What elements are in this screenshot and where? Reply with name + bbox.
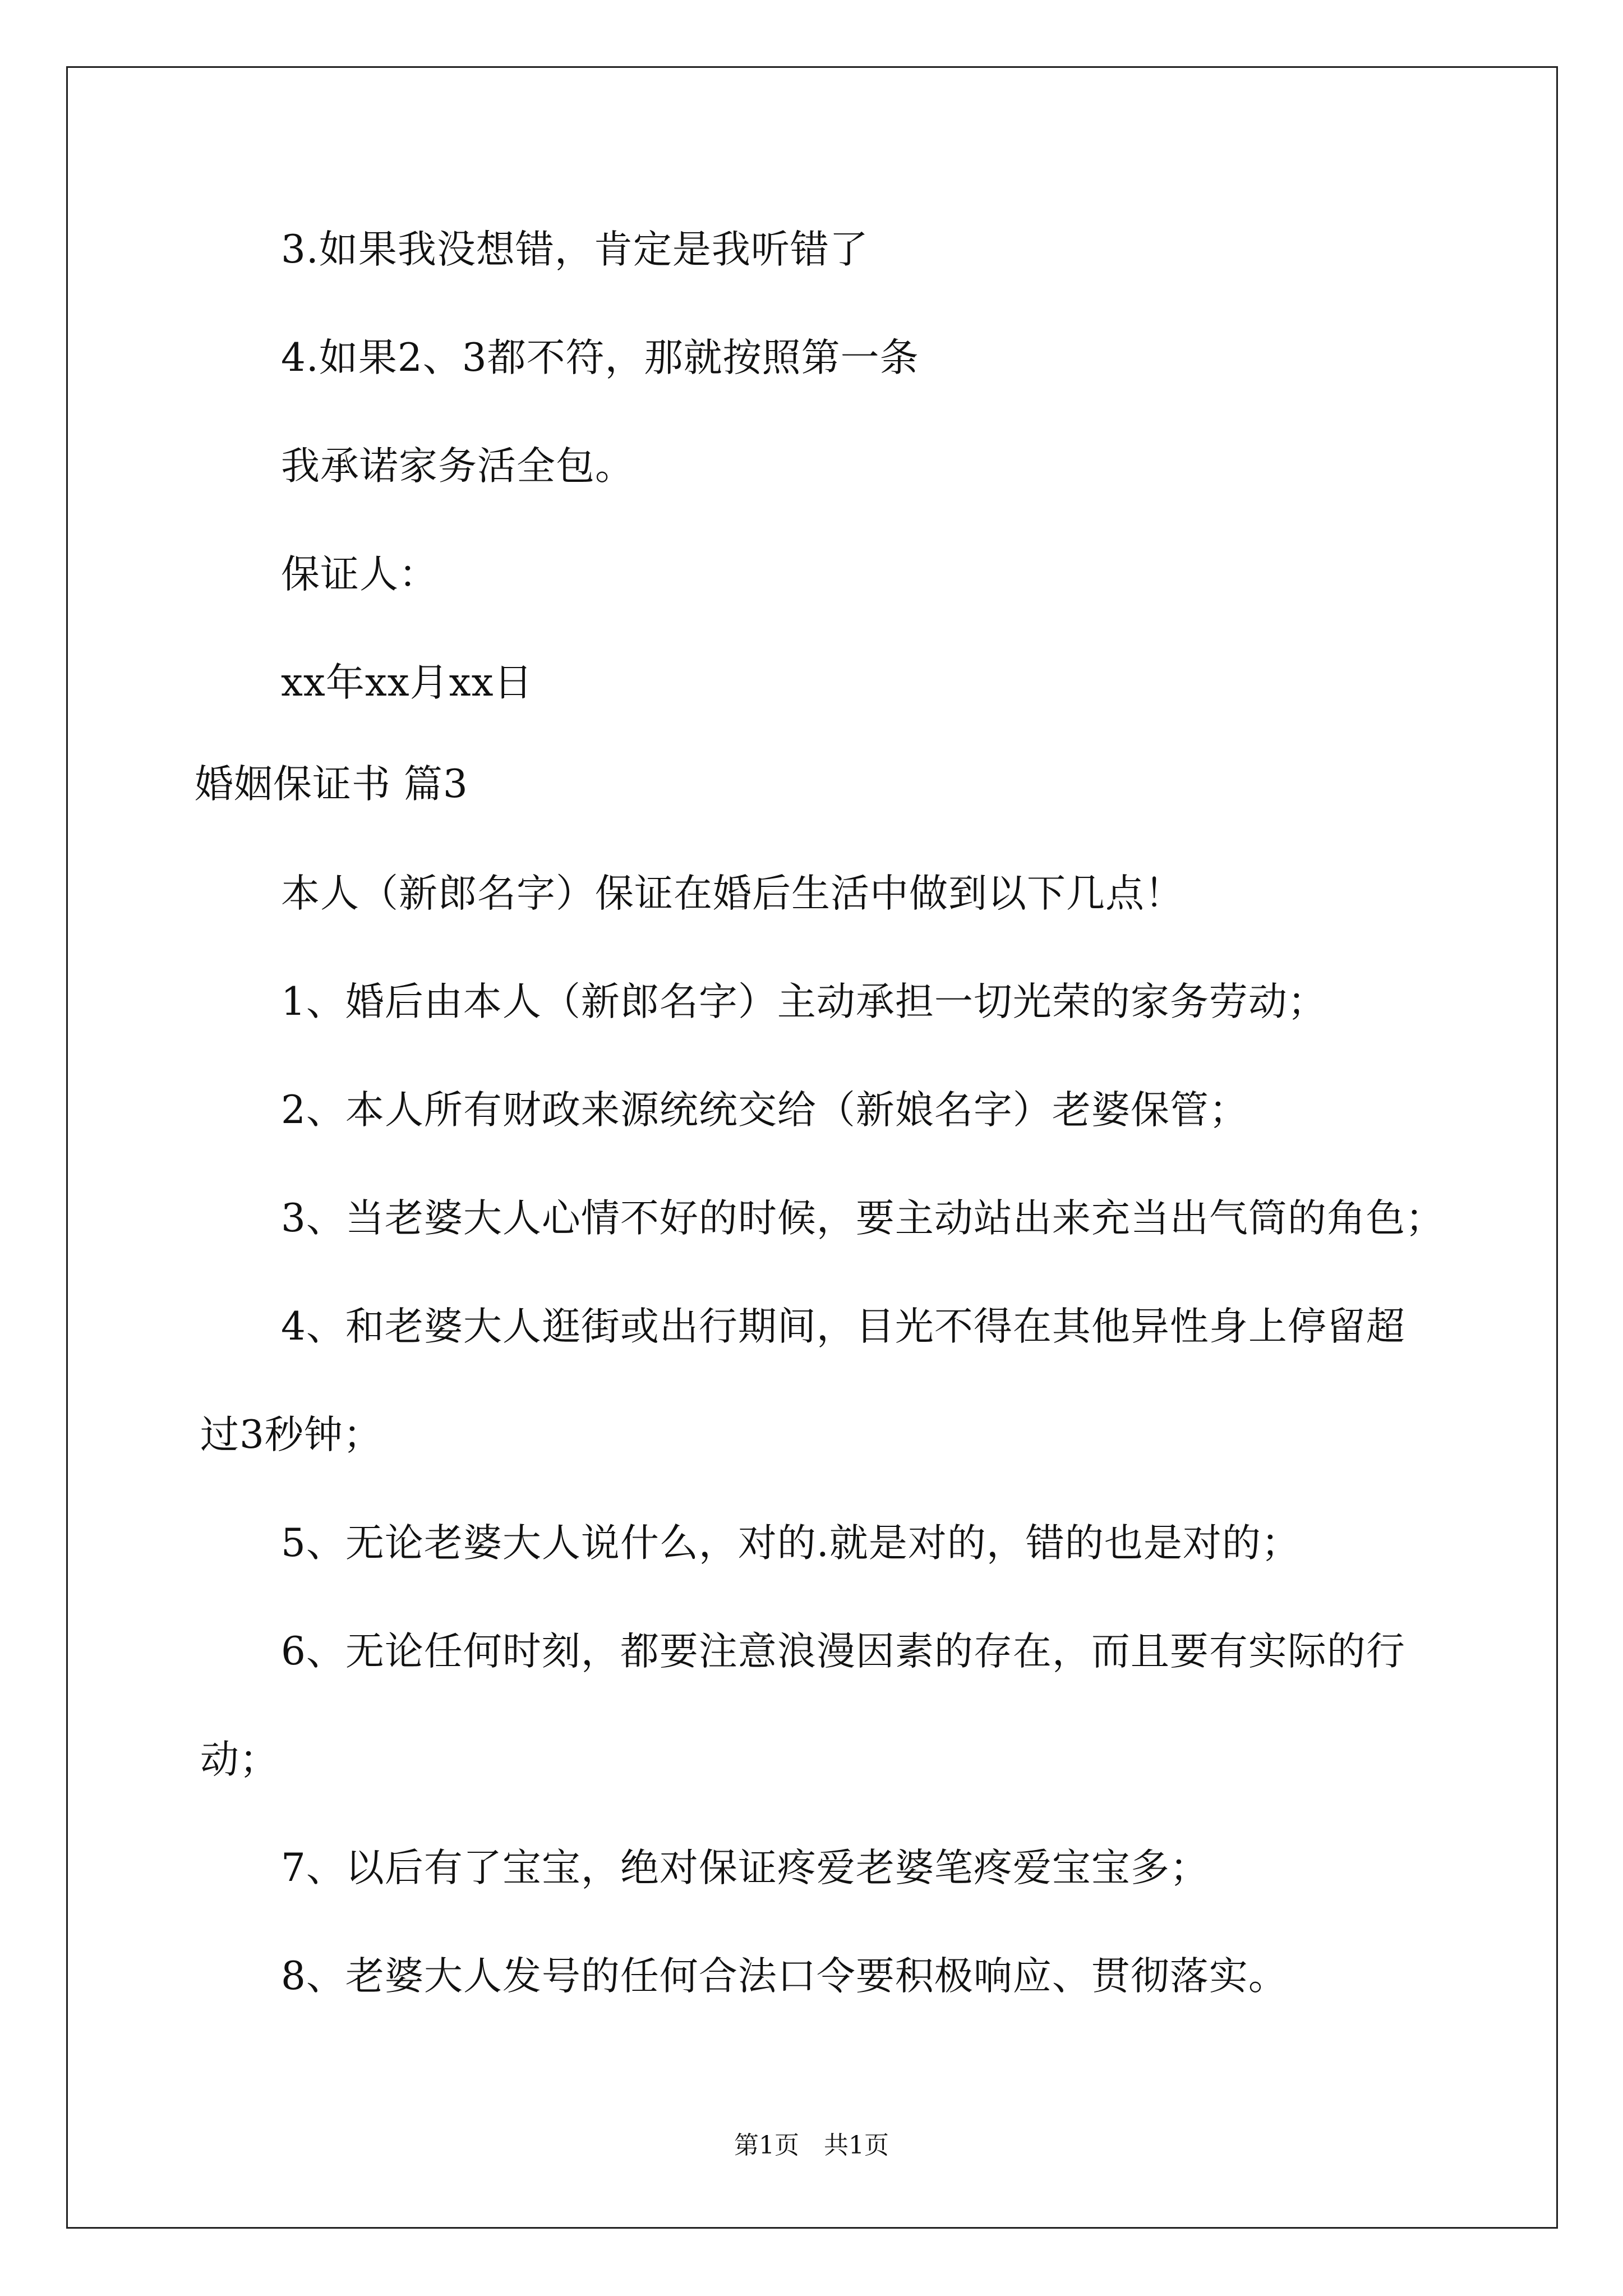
paragraph-item-3: 3.如果我没想错，肯定是我听错了 bbox=[281, 227, 869, 272]
clause-6-continued: 动； bbox=[200, 1737, 279, 1782]
clause-1: 1、婚后由本人（新郎名字）主动承担一切光荣的家务劳动； bbox=[281, 979, 1327, 1024]
clause-8: 8、老婆大人发号的任何合法口令要积极响应、贯彻落实。 bbox=[281, 1954, 1288, 1999]
clause-7: 7、以后有了宝宝，绝对保证疼爱老婆笔疼爱宝宝多； bbox=[281, 1846, 1209, 1890]
clause-4: 4、和老婆大人逛街或出行期间，目光不得在其他异性身上停留超 bbox=[281, 1304, 1405, 1349]
date-line: xx年xx月xx日 bbox=[281, 660, 533, 705]
paragraph-item-4: 4.如果2、3都不符，那就按照第一条 bbox=[281, 335, 919, 380]
page-footer: 第1页 共1页 bbox=[734, 2131, 889, 2160]
page-border bbox=[66, 66, 1558, 2229]
clause-6: 6、无论任何时刻，都要注意浪漫因素的存在，而且要有实际的行 bbox=[281, 1629, 1405, 1674]
clause-4-continued: 过3秒钟； bbox=[200, 1412, 382, 1457]
paragraph-commitment: 我承诺家务活全包。 bbox=[281, 444, 634, 489]
section-heading: 婚姻保证书 篇3 bbox=[195, 762, 468, 807]
clause-5: 5、无论老婆大人说什么，对的.就是对的，错的也是对的； bbox=[281, 1521, 1301, 1566]
clause-2: 2、本人所有财政来源统统交给（新娘名字）老婆保管； bbox=[281, 1088, 1248, 1133]
paragraph-intro: 本人（新郎名字）保证在婚后生活中做到以下几点！ bbox=[281, 871, 1184, 916]
clause-3: 3、当老婆大人心情不好的时候，要主动站出来充当出气筒的角色； bbox=[281, 1196, 1445, 1241]
guarantor-label: 保证人： bbox=[281, 552, 438, 597]
